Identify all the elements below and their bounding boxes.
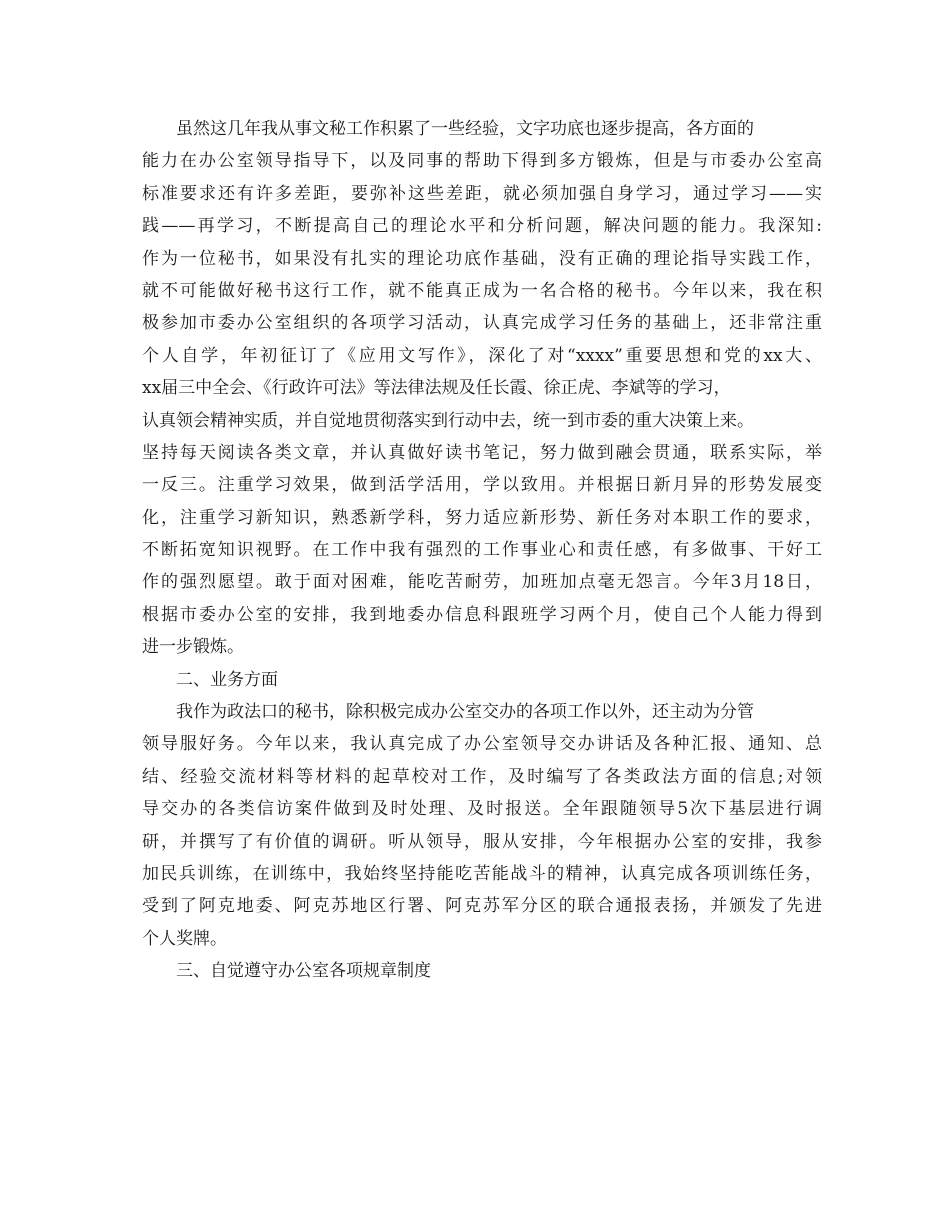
paragraph-line: 研，并撰写了有价值的调研。听从领导，服从安排，今年根据办公室的安排，我参	[142, 831, 822, 852]
paragraph-line: 进一步锻炼。	[142, 637, 244, 658]
paragraph-line: 不断拓宽知识视野。在工作中我有强烈的工作事业心和责任感，有多做事、干好工	[142, 540, 822, 561]
paragraph-line: 极参加市委办公室组织的各项学习活动，认真完成学习任务的基础上，还非常注重	[142, 313, 822, 334]
section-heading-business: 二、业务方面	[176, 669, 278, 690]
paragraph-line: 受到了阿克地委、阿克苏地区行署、阿克苏军分区的联合通报表扬，并颁发了先进	[142, 896, 822, 917]
section-heading-rules: 三、自觉遵守办公室各项规章制度	[176, 961, 431, 982]
paragraph-line: 个人奖牌。	[142, 928, 227, 949]
paragraph-line: 导交办的各类信访案件做到及时处理、及时报送。全年跟随领导5次下基层进行调	[142, 799, 822, 820]
paragraph-line: 领导服好务。今年以来，我认真完成了办公室领导交办讲话及各种汇报、通知、总	[142, 734, 822, 755]
paragraph-line: 作为一位秘书，如果没有扎实的理论功底作基础，没有正确的理论指导实践工作，	[142, 248, 822, 269]
paragraph-line: 化，注重学习新知识，熟悉新学科，努力适应新形势、新任务对本职工作的要求，	[142, 507, 822, 528]
paragraph-line: 坚持每天阅读各类文章，并认真做好读书笔记，努力做到融会贯通，联系实际，举	[142, 442, 822, 463]
paragraph-line: xx届三中全会、《行政许可法》等法律法规及任长霞、徐正虎、李斌等的学习，	[142, 378, 731, 399]
paragraph-line: 虽然这几年我从事文秘工作积累了一些经验，文字功底也逐步提高，各方面的	[176, 119, 754, 139]
paragraph-line: 践——再学习，不断提高自己的理论水平和分析问题，解决问题的能力。我深知:	[142, 216, 822, 237]
paragraph-line: 根据市委办公室的安排，我到地委办信息科跟班学习两个月，使自己个人能力得到	[142, 604, 822, 625]
paragraph-line: 加民兵训练，在训练中，我始终坚持能吃苦能战斗的精神，认真完成各项训练任务，	[142, 863, 822, 884]
paragraph-line: 认真领会精神实质，并自觉地贯彻落实到行动中去，统一到市委的重大决策上来。	[142, 410, 754, 431]
paragraph-study	[142, 113, 822, 664]
paragraph-line: 能力在办公室领导指导下，以及同事的帮助下得到多方锻炼，但是与市委办公室高	[142, 151, 822, 172]
document-body	[142, 113, 822, 988]
paragraph-business	[142, 696, 822, 955]
paragraph-line: 一反三。注重学习效果，做到活学活用，学以致用。并根据日新月异的形势发展变	[142, 475, 822, 496]
paragraph-line: 就不可能做好秘书这行工作，就不能真正成为一名合格的秘书。今年以来，我在积	[142, 280, 822, 301]
paragraph-line: 作的强烈愿望。敢于面对困难，能吃苦耐劳，加班加点毫无怨言。今年3月18日，	[142, 572, 822, 593]
paragraph-line: 个人自学，年初征订了《应用文写作》，深化了对“xxxx”重要思想和党的xx大、	[142, 345, 822, 366]
paragraph-line: 结、经验交流材料等材料的起草校对工作，及时编写了各类政法方面的信息;对领	[142, 766, 822, 787]
paragraph-line: 标准要求还有许多差距，要弥补这些差距，就必须加强自身学习，通过学习——实	[142, 183, 822, 204]
paragraph-line: 我作为政法口的秘书，除积极完成办公室交办的各项工作以外，还主动为分管	[176, 702, 754, 723]
